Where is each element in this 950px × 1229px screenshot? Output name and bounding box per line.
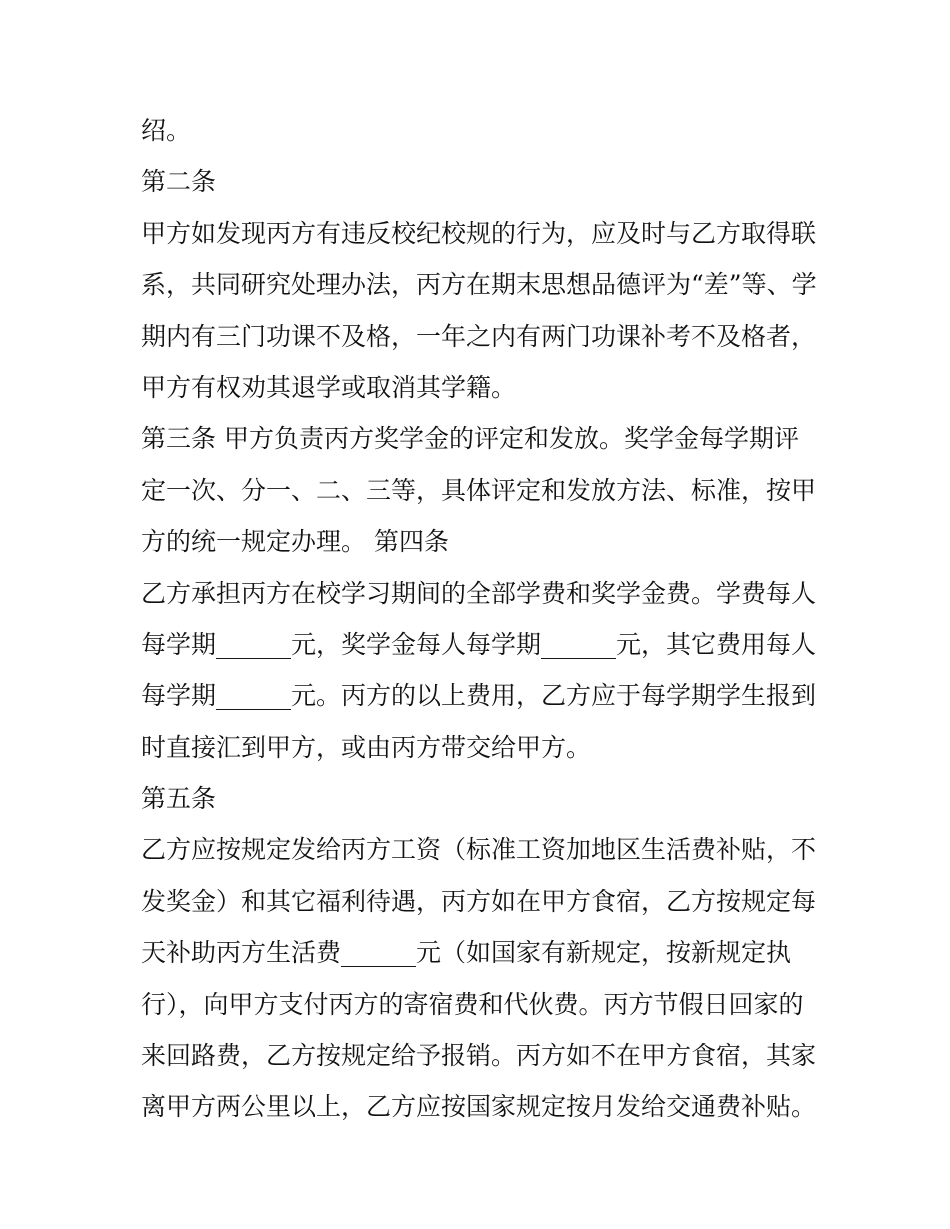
text-line: 乙方应按规定发给丙方工资（标准工资加地区生活费补贴，不 [141, 835, 817, 865]
text-line: 乙方承担丙方在校学习期间的全部学费和奖学金费。学费每人 [141, 578, 817, 608]
text-line: 行），向甲方支付丙方的寄宿费和代伙费。丙方节假日回家的 [141, 989, 804, 1019]
text-line: 每学期______元，奖学金每人每学期______元，其它费用每人 [141, 629, 817, 659]
text-line: 系，共同研究处理办法，丙方在期末思想品德评为“差”等、学 [141, 270, 817, 300]
text-line: 方的统一规定办理。 第四条 [141, 527, 449, 557]
text-line: 天补助丙方生活费______元（如国家有新规定，按新规定执 [141, 938, 792, 968]
article-heading: 第二条 [141, 167, 217, 197]
text-line: 甲方有权劝其退学或取消其学籍。 [141, 372, 517, 402]
document-body [141, 105, 821, 1133]
text-line: 每学期______元。丙方的以上费用，乙方应于每学期学生报到 [141, 681, 817, 711]
text-line: 定一次、分一、二、三等，具体评定和发放方法、标准，按甲 [141, 475, 817, 505]
text-line: 来回路费，乙方按规定给予报销。丙方如不在甲方食宿，其家 [141, 1041, 817, 1071]
text-line: 时直接汇到甲方，或由丙方带交给甲方。 [141, 732, 592, 762]
text-line: 第三条 甲方负责丙方奖学金的评定和发放。奖学金每学期评 [141, 424, 799, 454]
text-line: 期内有三门功课不及格，一年之内有两门功课补考不及格者， [141, 321, 817, 351]
text-line: 发奖金）和其它福利待遇，丙方如在甲方食宿，乙方按规定每 [141, 886, 817, 916]
article-heading: 第五条 [141, 784, 217, 814]
text-line: 甲方如发现丙方有违反校纪校规的行为，应及时与乙方取得联 [141, 218, 817, 248]
text-line: 绍。 [141, 116, 192, 145]
text-line: 离甲方两公里以上，乙方应按国家规定按月发给交通费补贴。 [141, 1092, 817, 1122]
